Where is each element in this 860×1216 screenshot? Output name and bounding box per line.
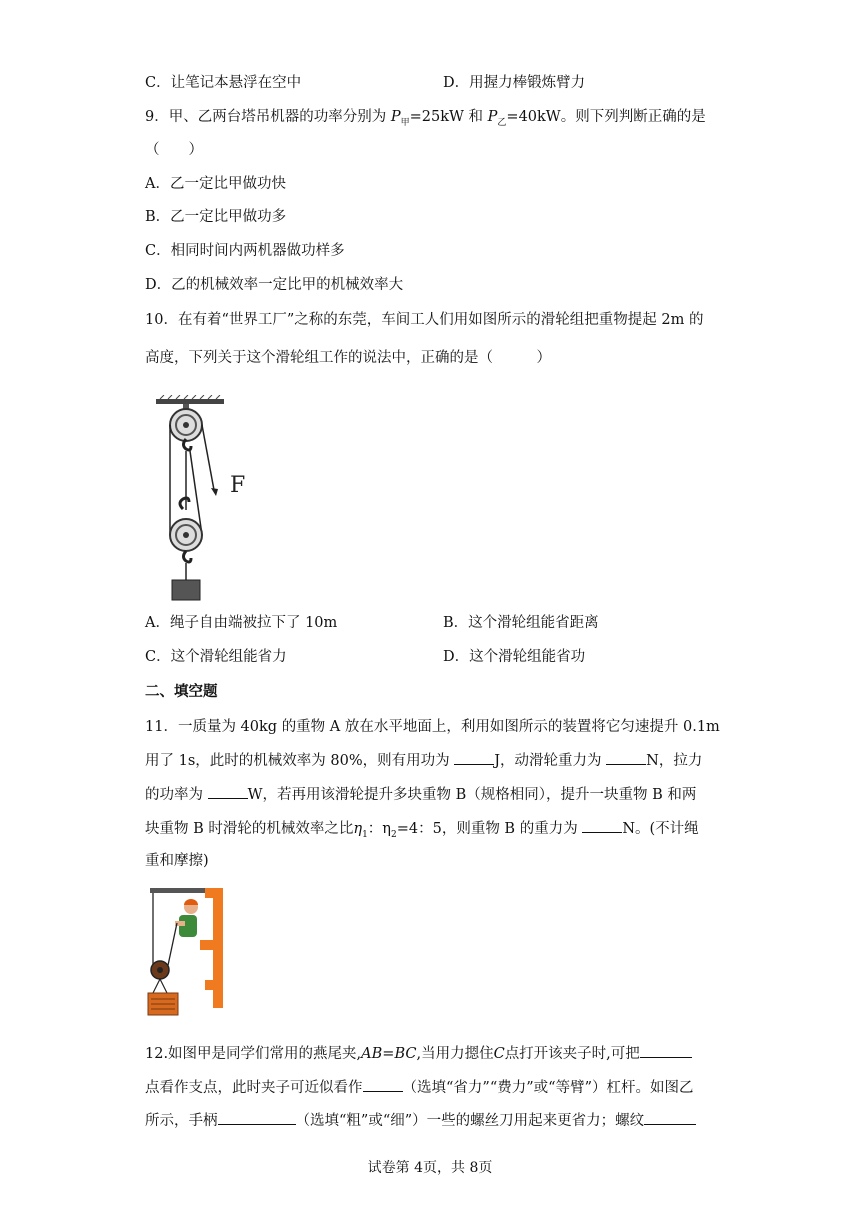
q8-option-d: D．用握力棒锻炼臂力 <box>443 75 586 91</box>
q11-line4: 块重物 B 时滑轮的机械效率之比$\eta_1$：$\eta_2=4$：5，则重物 B 的重力为 N。(不计绳 <box>145 818 699 845</box>
q9-stem: 9．甲、乙两台塔吊机器的功率分别为 $P_甲=25kW$ 和 $P_乙=40kW$。则下列判断正确的是 <box>145 109 706 128</box>
page-footer: 试卷第 4页，共 8页 <box>367 1160 493 1176</box>
q11-line2: 用了 1s，此时的机械效率为 80%，则有用功为 J，动滑轮重力为 N，拉力 <box>145 750 702 771</box>
q9-option-c: C．相同时间内两机器做功样多 <box>145 243 345 259</box>
q10-stem-line2: 高度，下列关于这个滑轮组工作的说法中，正确的是（ ） <box>145 350 551 366</box>
q10-option-a: A．绳子自由端被拉下了 10m <box>145 615 338 631</box>
q11-line3: 的功率为 W，若再用该滑轮提升多块重物 B（规格相同），提升一块重物 B 和两 <box>145 784 696 805</box>
q9-paren: （ ） <box>145 142 203 158</box>
q12-line2: 点看作支点，此时夹子可近似看作 （选填“省力”“费力”或“等臂”）杠杆。如图乙 <box>145 1077 693 1098</box>
q10-option-c: C．这个滑轮组能省力 <box>145 649 287 665</box>
q12-line3: 所示，手柄 （选填“粗”或“细”）一些的螺丝刀用起来更省力；螺纹 <box>145 1110 696 1131</box>
section-heading: 二、填空题 <box>145 683 218 700</box>
q9-option-d: D．乙的机械效率一定比甲的机械效率大 <box>145 277 404 293</box>
pulley-system-figure <box>150 395 260 605</box>
answer-blank[interactable] <box>454 750 494 765</box>
answer-blank[interactable] <box>582 818 622 833</box>
q10-option-b: B．这个滑轮组能省距离 <box>443 615 599 631</box>
q10-stem-line1: 10．在有着“世界工厂”之称的东莞，车间工人们用如图所示的滑轮组把重物提起 2m 的 <box>145 312 704 328</box>
q9-option-b: B．乙一定比甲做功多 <box>145 209 287 225</box>
answer-blank[interactable] <box>363 1077 403 1092</box>
worker-pulley-figure <box>145 885 225 1025</box>
q12-line1: 12.如图甲是同学们常用的燕尾夹,AB=BC,当用力摁住C点打开该夹子时,可把 <box>145 1043 692 1064</box>
answer-blank[interactable] <box>606 750 646 765</box>
answer-blank[interactable] <box>644 1110 696 1125</box>
answer-blank[interactable] <box>640 1043 692 1058</box>
q11-line5: 重和摩擦) <box>145 853 209 869</box>
force-label: F <box>230 473 246 498</box>
q8-option-c: C．让笔记本悬浮在空中 <box>145 75 302 91</box>
answer-blank[interactable] <box>208 784 248 799</box>
q11-line1: 11．一质量为 40kg 的重物 A 放在水平地面上，利用如图所示的装置将它匀速提升 0.1m <box>145 719 720 735</box>
q9-option-a: A．乙一定比甲做功快 <box>145 176 286 192</box>
answer-blank[interactable] <box>218 1110 296 1125</box>
q10-option-d: D．这个滑轮组能省功 <box>443 649 586 665</box>
